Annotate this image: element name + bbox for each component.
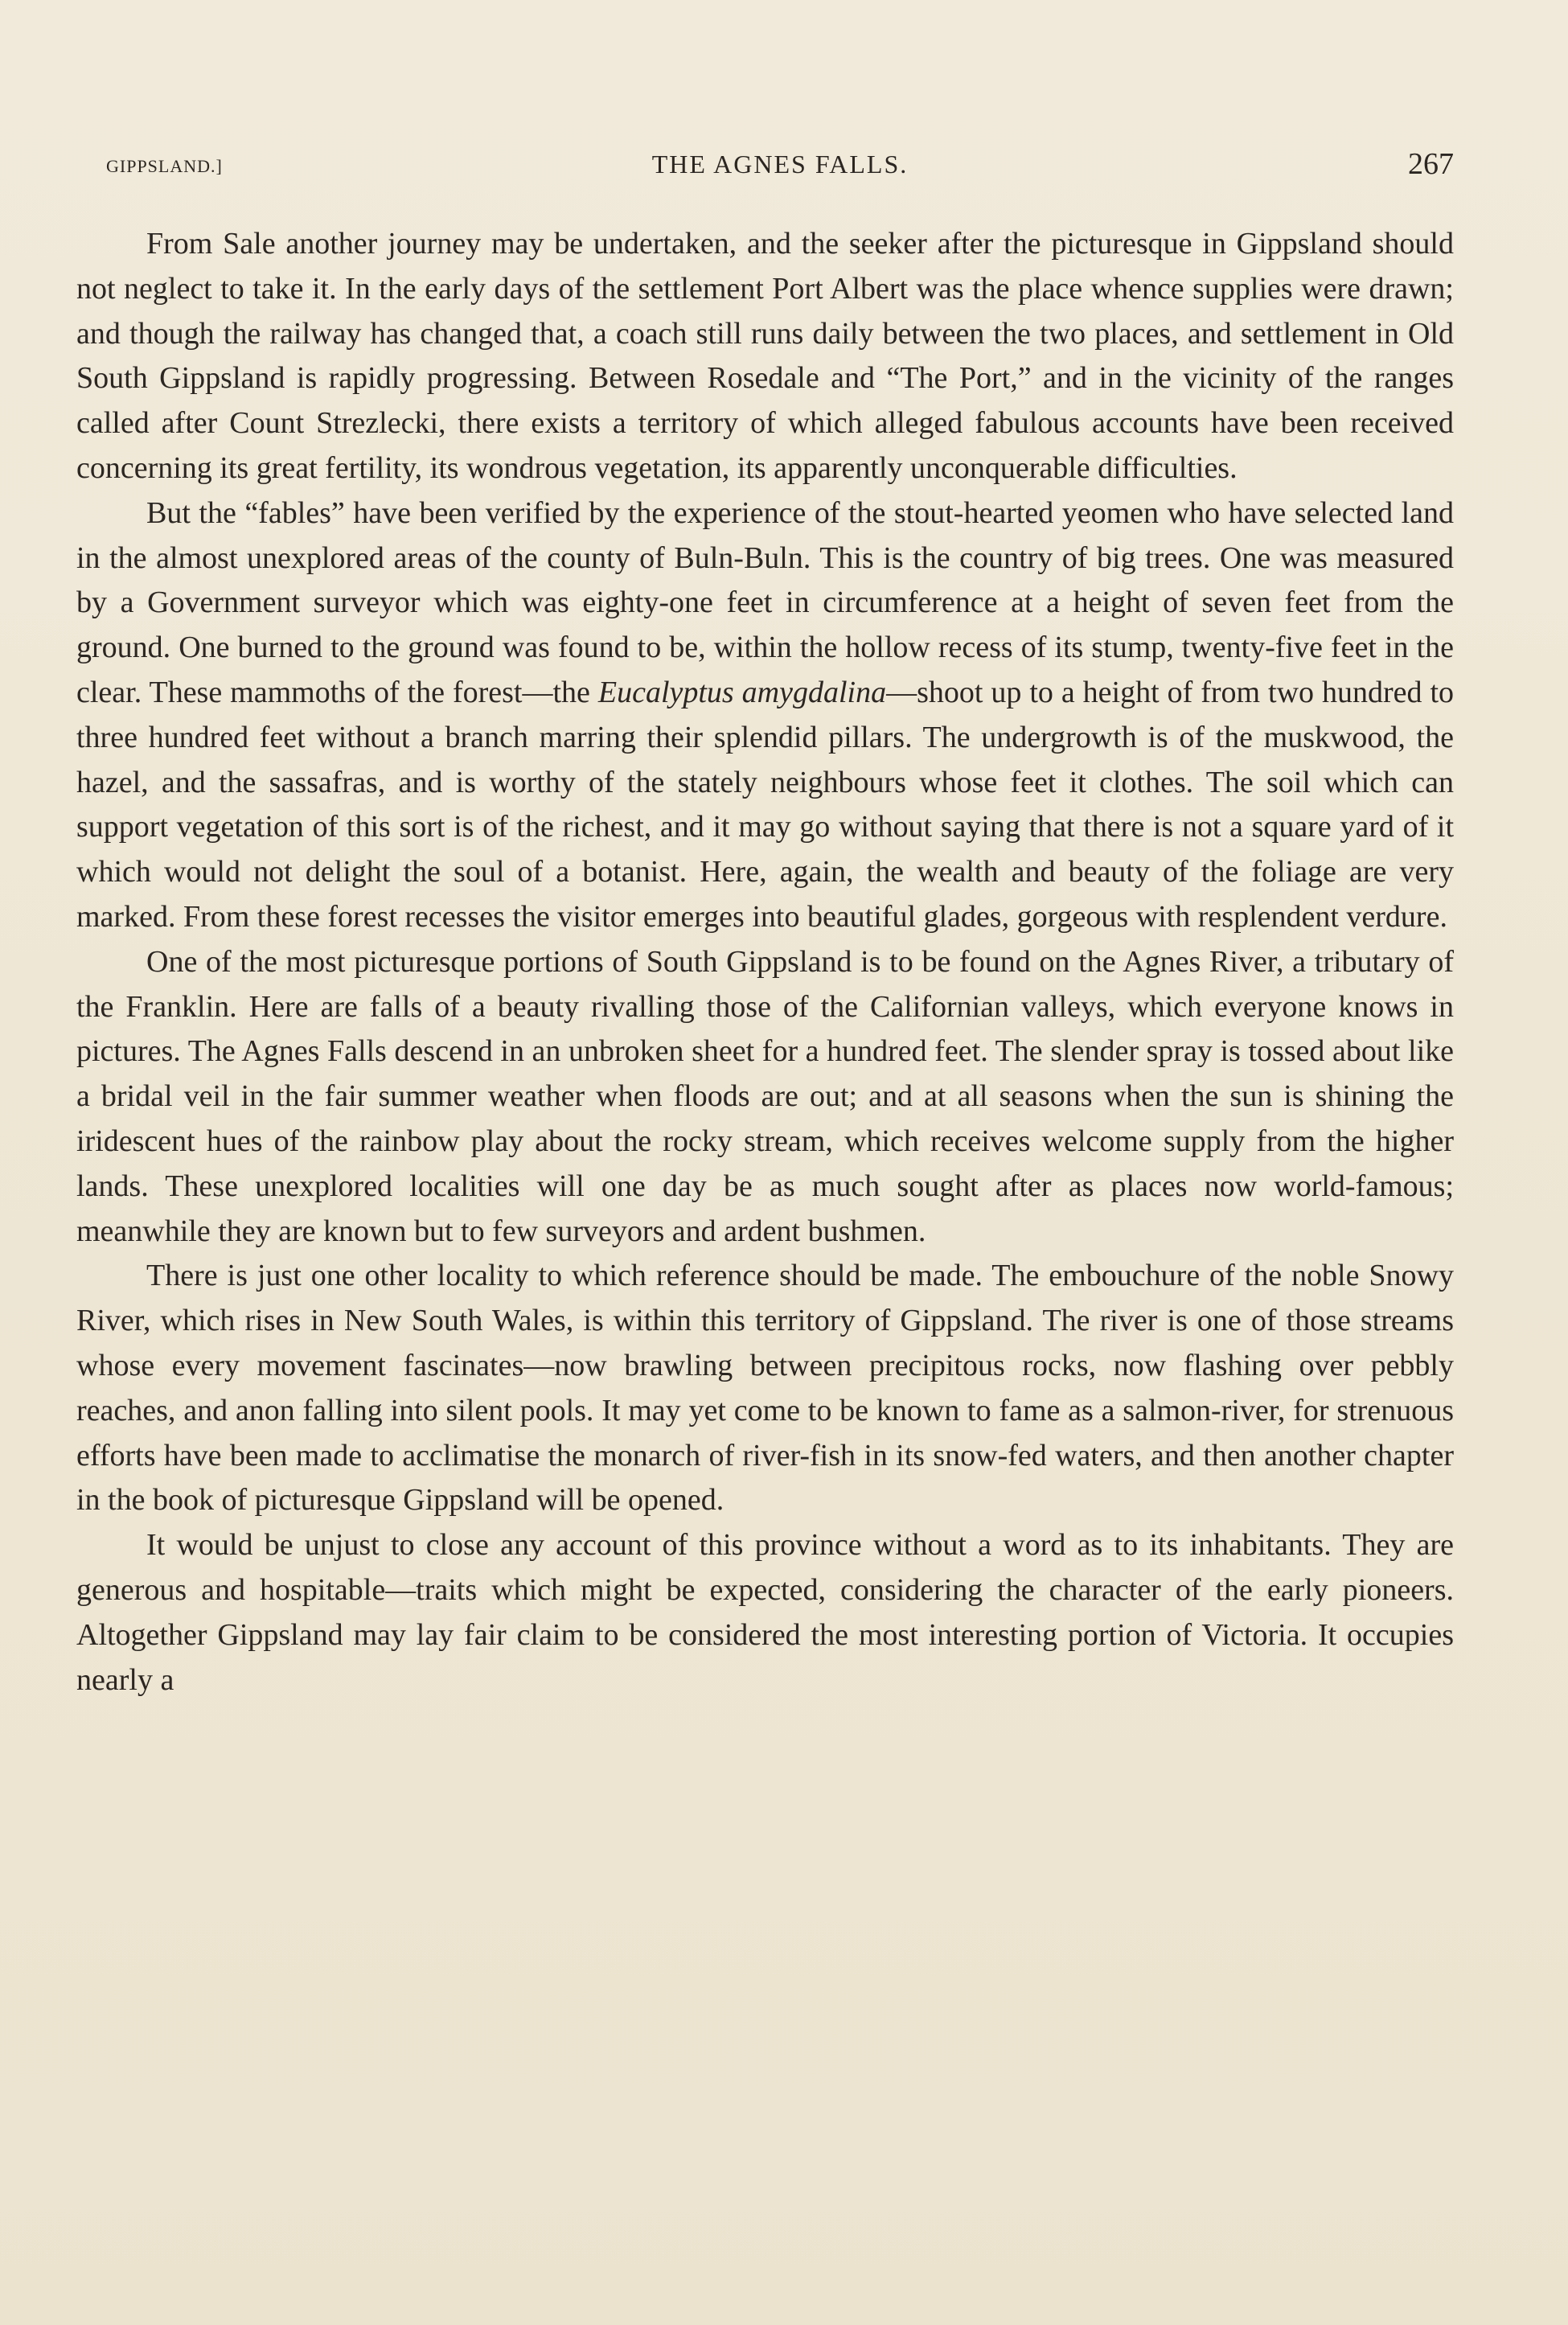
running-head xyxy=(106,145,1454,193)
paragraph-5: It would be unjust to close any account of this province without a word as to its inhabitants. They are generous and hospitable—traits which might be expected, considering the character of the early pioneers. Altogether Gippsland may lay fair claim to be considered the most interesting portion of Victoria. It occupies nearly a xyxy=(76,1528,1454,1697)
section-label: GIPPSLAND.] xyxy=(106,156,223,176)
paragraph-4: There is just one other locality to which reference should be made. The embouchure of the noble Snowy River, which rises in New South Wales, is within this territory of Gippsland. The river is one of those streams whose every movement fascinates—now brawling between precipitous rocks, now flashing over pebbly reaches, and anon falling into silent pools. It may yet come to be known to fame as a salmon-river, for strenuous efforts have been made to acclimatise the monarch of river-fish in its snow-fed waters, and then another chapter in the book of picturesque Gippsland will be opened. xyxy=(76,1259,1454,1518)
page-title: THE AGNES FALLS. xyxy=(651,150,909,179)
paragraph-2-before: But the “fables” have been verified by the experience of the stout-hearted yeomen who have selected land in the almost unexplored areas of the county of Buln-Buln. This is the country of big trees. One was measured by a Government surveyor which was eighty-one feet in circumference at a height of seven feet from the ground. One burned to the ground was found to be, within the hollow recess of its stump, twenty-five feet in the clear. These mammoths of the forest—the xyxy=(76,495,1454,709)
species-name: Eucalyptus amygdalina xyxy=(597,675,887,709)
body-text xyxy=(76,222,1454,1703)
paragraph-2 xyxy=(76,491,1454,940)
paragraph-3: One of the most picturesque portions of South Gippsland is to be found on the Agnes River, a tributary of the Franklin. Here are falls of a beauty rivalling those of the Californian valleys, which everyone knows in pictures. The Agnes Falls descend in an unbroken sheet for a hundred feet. The slender spray is tossed about like a bridal veil in the fair summer weather when floods are out; and at all seasons when the sun is shining the iridescent hues of the rainbow play about the rocky stream, which receives welcome supply from the higher lands. These unexplored localities will one day be as much sought after as places now world-famous; meanwhile they are known but to few surveyors and ardent bushmen. xyxy=(76,944,1454,1248)
paragraph-2-after: —shoot up to a height of from two hundred to three hundred feet without a branch marring their splendid pillars. The undergrowth is of the muskwood, the hazel, and the sassafras, and is worthy of the stately neighbours whose feet it clothes. The soil which can support vegetation of this sort is of the richest, and it may go without saying that there is not a square yard of it which would not delight the soul of a botanist. Here, again, the wealth and beauty of the foliage are very marked. From these forest recesses the visitor emerges into beautiful glades, gorgeous with resplendent verdure. xyxy=(76,675,1455,934)
paragraph-1: From Sale another journey may be undertaken, and the seeker after the picturesque in Gippsland should not neglect to take it. In the early days of the settlement Port Albert was the place whence supplies were drawn; and though the railway has changed that, a coach still runs daily between the two places, and settlement in Old South Gippsland is rapidly progressing. Between Rosedale and “The Port,” and in the vicinity of the ranges called after Count Strezlecki, there exists a territory of which alleged fabulous accounts have been received concerning its great fertility, its wondrous vegetation, its apparently unconquerable difficulties. xyxy=(76,227,1454,485)
page-number: 267 xyxy=(1408,147,1454,181)
